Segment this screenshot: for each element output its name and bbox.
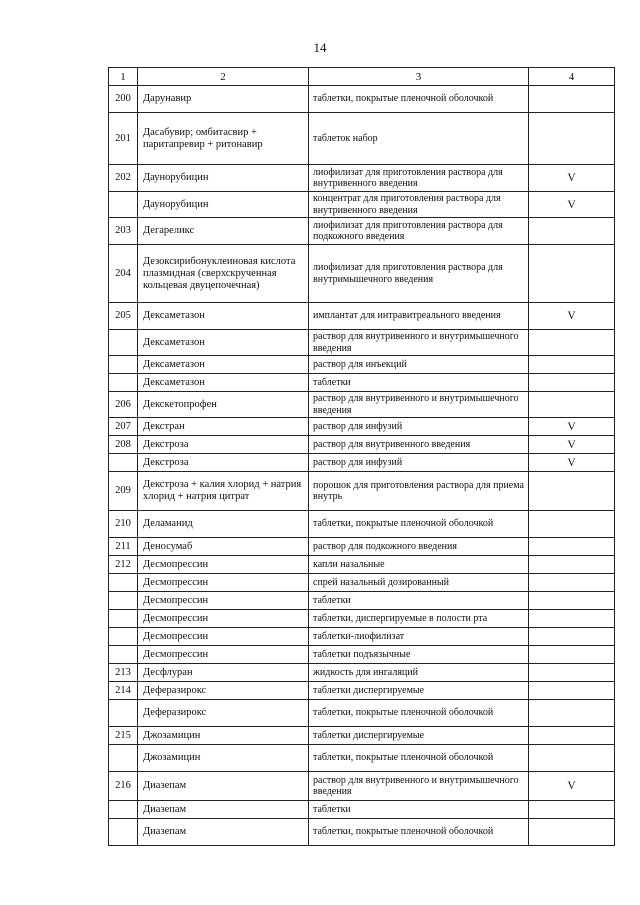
row-number: 204 bbox=[109, 245, 138, 303]
drug-name: Дексаметазон bbox=[138, 356, 309, 374]
drug-name: Декстроза bbox=[138, 454, 309, 472]
row-mark bbox=[529, 610, 615, 628]
row-number: 214 bbox=[109, 682, 138, 700]
row-mark bbox=[529, 472, 615, 511]
row-mark bbox=[529, 628, 615, 646]
drug-name: Дарунавир bbox=[138, 86, 309, 113]
drug-name: Джозамицин bbox=[138, 727, 309, 745]
drug-name: Диазепам bbox=[138, 772, 309, 801]
row-number bbox=[109, 192, 138, 218]
row-mark: V bbox=[529, 772, 615, 801]
table-row bbox=[109, 727, 615, 745]
row-mark bbox=[529, 664, 615, 682]
drug-name: Десфлуран bbox=[138, 664, 309, 682]
row-number: 203 bbox=[109, 218, 138, 245]
dosage-form: таблетки диспергируемые bbox=[309, 682, 529, 700]
row-number: 216 bbox=[109, 772, 138, 801]
dosage-form: раствор для внутривенного введения bbox=[309, 436, 529, 454]
dosage-form: таблетки, покрытые пленочной оболочкой bbox=[309, 819, 529, 846]
drug-name: Даунорубицин bbox=[138, 192, 309, 218]
drug-name: Десмопрессин bbox=[138, 646, 309, 664]
row-mark bbox=[529, 86, 615, 113]
row-number: 201 bbox=[109, 113, 138, 165]
row-mark bbox=[529, 556, 615, 574]
row-number bbox=[109, 819, 138, 846]
row-mark bbox=[529, 745, 615, 772]
dosage-form: раствор для инфузий bbox=[309, 454, 529, 472]
row-mark: V bbox=[529, 418, 615, 436]
header-cell: 2 bbox=[138, 68, 309, 86]
row-number bbox=[109, 356, 138, 374]
drug-name: Диазепам bbox=[138, 801, 309, 819]
dosage-form: раствор для подкожного введения bbox=[309, 538, 529, 556]
table-row bbox=[109, 801, 615, 819]
dosage-form: концентрат для приготовления раствора для внутривенного введения bbox=[309, 192, 529, 218]
row-number bbox=[109, 592, 138, 610]
table-row bbox=[109, 86, 615, 113]
row-number bbox=[109, 574, 138, 592]
dosage-form: лиофилизат для приготовления раствора для подкожного введения bbox=[309, 218, 529, 245]
dosage-form: раствор для внутривенного и внутримышечного введения bbox=[309, 772, 529, 801]
drug-name: Дексаметазон bbox=[138, 330, 309, 356]
row-mark bbox=[529, 511, 615, 538]
row-mark bbox=[529, 801, 615, 819]
row-number: 212 bbox=[109, 556, 138, 574]
row-number bbox=[109, 330, 138, 356]
table-row bbox=[109, 745, 615, 772]
row-mark bbox=[529, 592, 615, 610]
row-mark bbox=[529, 538, 615, 556]
table-row bbox=[109, 700, 615, 727]
drug-name: Дексаметазон bbox=[138, 303, 309, 330]
drug-name: Джозамицин bbox=[138, 745, 309, 772]
header-cell: 4 bbox=[529, 68, 615, 86]
drug-name: Дегареликс bbox=[138, 218, 309, 245]
row-mark: V bbox=[529, 192, 615, 218]
row-number: 206 bbox=[109, 392, 138, 418]
table-row bbox=[109, 628, 615, 646]
drug-name: Декстран bbox=[138, 418, 309, 436]
row-number: 210 bbox=[109, 511, 138, 538]
row-mark bbox=[529, 113, 615, 165]
row-mark: V bbox=[529, 303, 615, 330]
header-cell: 3 bbox=[309, 68, 529, 86]
drug-name: Деферазирокс bbox=[138, 700, 309, 727]
table-row bbox=[109, 574, 615, 592]
dosage-form: таблетки диспергируемые bbox=[309, 727, 529, 745]
dosage-form: таблетки, покрытые пленочной оболочкой bbox=[309, 745, 529, 772]
table-row bbox=[109, 472, 615, 511]
table-row bbox=[109, 664, 615, 682]
drug-name: Дезоксирибонуклеиновая кислота плазмидная (сверхскрученная кольцевая двуцепочечная) bbox=[138, 245, 309, 303]
drug-name: Деносумаб bbox=[138, 538, 309, 556]
dosage-form: таблетки, покрытые пленочной оболочкой bbox=[309, 511, 529, 538]
row-number: 215 bbox=[109, 727, 138, 745]
table-row bbox=[109, 538, 615, 556]
drug-name: Десмопрессин bbox=[138, 628, 309, 646]
row-number bbox=[109, 628, 138, 646]
table-row bbox=[109, 392, 615, 418]
row-number: 207 bbox=[109, 418, 138, 436]
row-mark bbox=[529, 392, 615, 418]
row-number bbox=[109, 646, 138, 664]
row-mark bbox=[529, 682, 615, 700]
row-mark bbox=[529, 727, 615, 745]
row-mark: V bbox=[529, 165, 615, 192]
drug-name: Декстроза bbox=[138, 436, 309, 454]
table-row bbox=[109, 192, 615, 218]
row-number: 200 bbox=[109, 86, 138, 113]
row-number bbox=[109, 454, 138, 472]
drug-table bbox=[108, 67, 615, 846]
dosage-form: порошок для приготовления раствора для приема внутрь bbox=[309, 472, 529, 511]
drug-name: Деферазирокс bbox=[138, 682, 309, 700]
table-row bbox=[109, 454, 615, 472]
header-cell: 1 bbox=[109, 68, 138, 86]
drug-name: Диазепам bbox=[138, 819, 309, 846]
dosage-form: имплантат для интравитреального введения bbox=[309, 303, 529, 330]
dosage-form: таблеток набор bbox=[309, 113, 529, 165]
drug-name: Десмопрессин bbox=[138, 574, 309, 592]
row-mark bbox=[529, 700, 615, 727]
row-number: 205 bbox=[109, 303, 138, 330]
dosage-form: таблетки bbox=[309, 801, 529, 819]
table-row bbox=[109, 610, 615, 628]
row-number: 211 bbox=[109, 538, 138, 556]
table-row bbox=[109, 819, 615, 846]
table-row bbox=[109, 556, 615, 574]
row-mark bbox=[529, 374, 615, 392]
table-row bbox=[109, 772, 615, 801]
drug-name: Десмопрессин bbox=[138, 556, 309, 574]
drug-name: Даунорубицин bbox=[138, 165, 309, 192]
dosage-form: лиофилизат для приготовления раствора для внутримышечного введения bbox=[309, 245, 529, 303]
drug-name: Дексаметазон bbox=[138, 374, 309, 392]
table-row bbox=[109, 436, 615, 454]
row-mark: V bbox=[529, 436, 615, 454]
table-row bbox=[109, 330, 615, 356]
header-row bbox=[109, 68, 615, 86]
table-row bbox=[109, 511, 615, 538]
row-number: 208 bbox=[109, 436, 138, 454]
table-row bbox=[109, 303, 615, 330]
row-number: 202 bbox=[109, 165, 138, 192]
table-row bbox=[109, 356, 615, 374]
dosage-form: жидкость для ингаляций bbox=[309, 664, 529, 682]
drug-name: Декстроза + калия хлорид + натрия хлорид + натрия цитрат bbox=[138, 472, 309, 511]
dosage-form: таблетки, диспергируемые в полости рта bbox=[309, 610, 529, 628]
drug-name: Декскетопрофен bbox=[138, 392, 309, 418]
page-number: 14 bbox=[313, 40, 327, 55]
row-number: 213 bbox=[109, 664, 138, 682]
table-row bbox=[109, 682, 615, 700]
dosage-form: раствор для инфузий bbox=[309, 418, 529, 436]
row-number bbox=[109, 801, 138, 819]
dosage-form: таблетки подъязычные bbox=[309, 646, 529, 664]
table-row bbox=[109, 374, 615, 392]
row-number bbox=[109, 745, 138, 772]
dosage-form: раствор для внутривенного и внутримышечного введения bbox=[309, 330, 529, 356]
row-mark bbox=[529, 218, 615, 245]
table-row bbox=[109, 418, 615, 436]
drug-name: Десмопрессин bbox=[138, 610, 309, 628]
table-row bbox=[109, 218, 615, 245]
dosage-form: раствор для внутривенного и внутримышечного введения bbox=[309, 392, 529, 418]
dosage-form: таблетки bbox=[309, 592, 529, 610]
table-row bbox=[109, 113, 615, 165]
table-row bbox=[109, 592, 615, 610]
dosage-form: таблетки bbox=[309, 374, 529, 392]
dosage-form: раствор для инъекций bbox=[309, 356, 529, 374]
drug-name: Дасабувир; омбитасвир + паритапревир + ритонавир bbox=[138, 113, 309, 165]
row-mark: V bbox=[529, 454, 615, 472]
dosage-form: спрей назальный дозированный bbox=[309, 574, 529, 592]
row-mark bbox=[529, 330, 615, 356]
row-mark bbox=[529, 356, 615, 374]
row-mark bbox=[529, 819, 615, 846]
row-number: 209 bbox=[109, 472, 138, 511]
table-row bbox=[109, 165, 615, 192]
dosage-form: лиофилизат для приготовления раствора для внутривенного введения bbox=[309, 165, 529, 192]
table-row bbox=[109, 646, 615, 664]
table-row bbox=[109, 245, 615, 303]
row-number bbox=[109, 610, 138, 628]
row-mark bbox=[529, 245, 615, 303]
drug-name: Десмопрессин bbox=[138, 592, 309, 610]
dosage-form: капли назальные bbox=[309, 556, 529, 574]
dosage-form: таблетки, покрытые пленочной оболочкой bbox=[309, 86, 529, 113]
dosage-form: таблетки, покрытые пленочной оболочкой bbox=[309, 700, 529, 727]
row-mark bbox=[529, 646, 615, 664]
row-mark bbox=[529, 574, 615, 592]
row-number bbox=[109, 700, 138, 727]
row-number bbox=[109, 374, 138, 392]
drug-name: Деламанид bbox=[138, 511, 309, 538]
dosage-form: таблетки-лиофилизат bbox=[309, 628, 529, 646]
